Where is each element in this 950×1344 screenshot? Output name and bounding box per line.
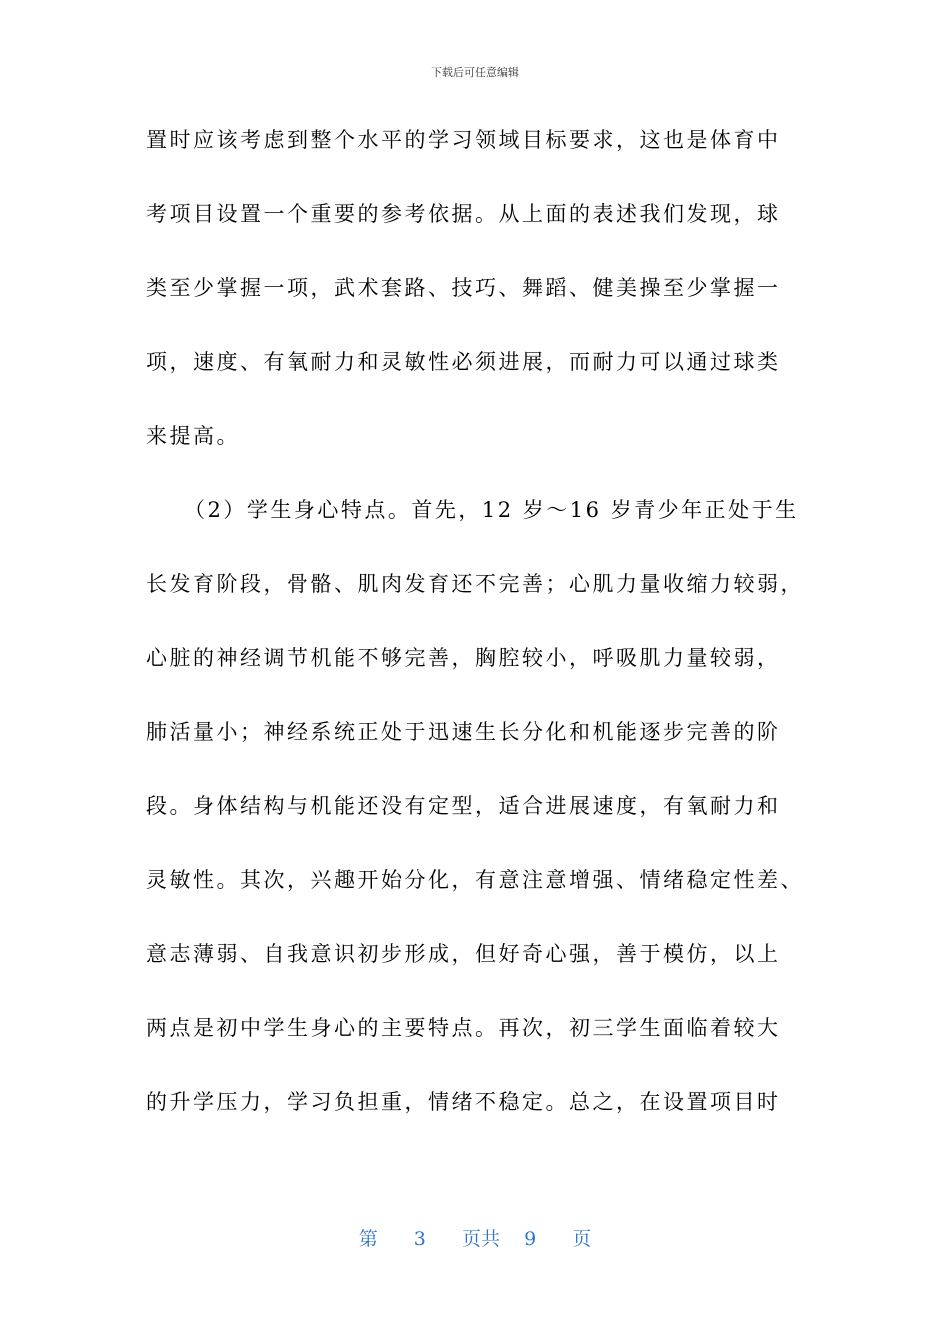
total-pages-number: 9 — [524, 1228, 537, 1250]
text-line: 类至少掌握一项，武术套路、技巧、舞蹈、健美操至少掌握一 — [146, 276, 781, 300]
text-line: 置时应该考虑到整个水平的学习领域目标要求，这也是体育中 — [146, 128, 781, 152]
page-label-prefix: 第 — [358, 1228, 378, 1250]
text-line: 肺活量小；神经系统正处于迅速生长分化和机能逐步完善的阶 — [146, 720, 781, 744]
text-line: 项，速度、有氧耐力和灵敏性必须进展，而耐力可以通过球类 — [146, 350, 781, 374]
current-page-number: 3 — [413, 1228, 426, 1250]
page-number-footer — [0, 1226, 950, 1252]
page-label-suffix: 页 — [572, 1228, 592, 1250]
text-line: 灵敏性。其次，兴趣开始分化，有意注意增强、情绪稳定性差、 — [146, 868, 804, 892]
text-line: 意志薄弱、自我意识初步形成，但好奇心强，善于模仿，以上 — [146, 942, 781, 966]
page-label-middle: 页共 — [461, 1228, 500, 1250]
text-line: 来提高。 — [146, 424, 240, 448]
page-header-note: 下载后可任意编辑 — [431, 66, 519, 79]
text-line: 长发育阶段，骨骼、肌肉发育还不完善；心肌力量收缩力较弱， — [146, 572, 804, 596]
text-line: 的升学压力，学习负担重，情绪不稳定。总之，在设置项目时 — [146, 1090, 781, 1114]
text-line: 心脏的神经调节机能不够完善，胸腔较小，呼吸肌力量较弱， — [146, 646, 781, 670]
text-line: 两点是初中学生身心的主要特点。再次，初三学生面临着较大 — [146, 1016, 781, 1040]
text-line: 考项目设置一个重要的参考依据。从上面的表述我们发现，球 — [146, 202, 781, 226]
paragraph-start-line: （2）学生身心特点。首先，12 岁～16 岁青少年正处于生 — [184, 498, 799, 522]
text-line: 段。身体结构与机能还没有定型，适合进展速度，有氧耐力和 — [146, 794, 781, 818]
